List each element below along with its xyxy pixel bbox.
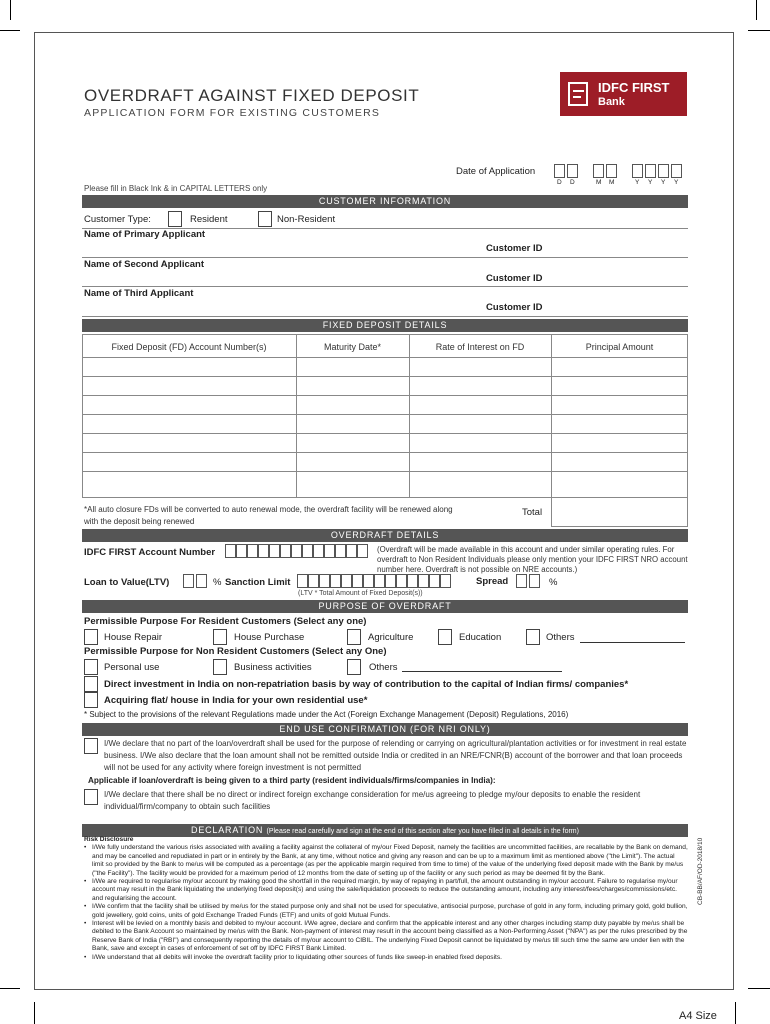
date-box[interactable] [632,164,643,178]
crop-mark [748,988,770,989]
business-checkbox[interactable] [213,659,227,675]
sanction-digit-box[interactable] [308,574,319,588]
business-label: Business activities [234,662,312,673]
date-hint: M [596,179,602,186]
house-repair-checkbox[interactable] [84,629,98,645]
logo-text: IDFC FIRST [598,80,670,95]
account-digit-box[interactable] [291,544,302,558]
second-applicant-label: Name of Second Applicant [84,259,204,270]
date-box[interactable] [593,164,604,178]
spread-percent: % [549,577,558,588]
section-fd-details: FIXED DEPOSIT DETAILS [82,319,688,332]
house-repair-label: House Repair [104,632,163,643]
fd-table-divider [409,334,410,498]
spread-box[interactable] [516,574,527,588]
non-resident-checkbox[interactable] [258,211,272,227]
others-label: Others [546,632,575,643]
date-hint: D [557,179,562,186]
account-digit-box[interactable] [335,544,346,558]
crop-mark [10,0,11,20]
non-resident-label: Non-Resident [277,214,336,225]
spread-label: Spread [476,576,509,587]
fd-table [82,334,688,498]
others-nonresident-input-line[interactable] [402,671,562,672]
declaration-note: (Please read carefully and sign at the end of this section after you have filled in all details in the form) [266,828,579,835]
education-checkbox[interactable] [438,629,452,645]
fd-column-header: Fixed Deposit (FD) Account Number(s) [111,342,267,352]
paper-size-label: A4 Size [679,1010,717,1022]
section-purpose: PURPOSE OF OVERDRAFT [82,600,688,613]
fd-column-header: Maturity Date* [323,342,382,352]
others-input-line[interactable] [580,642,685,643]
date-box[interactable] [645,164,656,178]
third-party-declaration: I/We declare that there shall be no direct or indirect foreign exchange consideration for me/us agreeing to pledge my/our deposits to enable the resident individual/firm/company to obtain such facilities [104,790,641,811]
end-use-declaration: I/We declare that no part of the loan/overdraft shall be used for the purpose of relending or carrying on agricultural/plantation activities or for investment in real estate business. I/We also declare that the loan amount shall not be remitted outside India or credited in an NRE/FCNR(B) account of the borrower and that loan proceeds will not be used for any activity where foreign investment is not permitted [104,739,687,772]
crop-mark [748,30,770,31]
risk-item: • I/We understand that all debits will invoke the overdraft facility prior to liquidating other sources of funds like sweep-in enabled fixed deposits. [84,954,688,962]
date-hint: Y [648,179,653,186]
crop-mark [34,1002,35,1024]
account-digit-box[interactable] [269,544,280,558]
account-digit-box[interactable] [324,544,335,558]
others-nonresident-checkbox[interactable] [347,659,361,675]
account-number-label: IDFC FIRST Account Number [84,547,216,558]
logo-text-bank: Bank [598,96,625,108]
sanction-limit-input[interactable] [297,574,467,589]
fd-total-label: Total [522,507,543,518]
account-number-note: (Overdraft will be made available in this account and under similar operating rules. For overdraft to Non Resident Individuals please only mention your IDFC FIRST NRO account number here. Overdraft is not possible on NRE accounts.) [377,545,688,574]
spread-box[interactable] [529,574,540,588]
sanction-digit-box[interactable] [374,574,385,588]
ltv-percent: % [213,577,222,588]
personal-use-checkbox[interactable] [84,659,98,675]
sanction-digit-box[interactable] [319,574,330,588]
second-applicant-field[interactable] [82,286,688,287]
resident-checkbox[interactable] [168,211,182,227]
logo-mark-icon [568,82,588,106]
sanction-digit-box[interactable] [396,574,407,588]
account-digit-box[interactable] [247,544,258,558]
sanction-digit-box[interactable] [429,574,440,588]
crop-mark [735,1002,736,1024]
primary-applicant-field[interactable] [82,257,688,258]
personal-use-label: Personal use [104,662,160,673]
date-box[interactable] [606,164,617,178]
primary-applicant-label: Name of Primary Applicant [84,229,206,240]
fd-column-header: Principal Amount [585,342,654,352]
resident-purpose-heading: Permissible Purpose For Resident Customers (Select any one) [84,616,367,627]
third-applicant-field[interactable] [82,316,688,317]
crop-mark [756,0,757,20]
risk-item: • I/We fully understand the various risks associated with availing a facility against the collateral of my/our Fixed Deposit, namely the facilities are uncommitted facilities, are recallable by the Bank on demand, and may be cancelled and repudiated in part or in entirely by the Bank, at any time, without notice and giving any reason and can be up to a maximum limit as mentioned above ("the Limit"). The actual limit so provided by the Bank to me/us will be computed as a percentage (as per the applicable margin required from time to time) of the value of the underlying fixed deposit made with the Bank by me/us ("the Facility"). The facility would be provided for a maximum period of 12 months from the date of setting up of the facility or any such period as may be deemed fit by the Bank. [84,844,688,878]
sanction-digit-box[interactable] [407,574,418,588]
section-overdraft-details: OVERDRAFT DETAILS [82,529,688,542]
fd-table-row[interactable] [82,471,688,472]
acquiring-flat-checkbox[interactable] [84,692,98,708]
agriculture-checkbox[interactable] [347,629,361,645]
fd-table-divider [551,334,552,526]
acquiring-flat-label: Acquiring flat/ house in India for your own residential use* [104,695,368,706]
date-hint: Y [635,179,640,186]
others-checkbox[interactable] [526,629,540,645]
fd-table-row[interactable] [82,357,688,358]
house-purchase-label: House Purchase [234,632,305,643]
agriculture-label: Agriculture [368,632,414,643]
risk-disclosure [84,836,688,962]
date-hint: Y [674,179,679,186]
sanction-digit-box[interactable] [330,574,341,588]
sanction-digit-box[interactable] [440,574,451,588]
fd-note: *All auto closure FDs will be converted to auto renewal mode, the overdraft facility will be renewed along with the deposit being renewed [84,505,453,526]
date-label: Date of Application [456,166,536,177]
education-label: Education [459,632,502,643]
sanction-digit-box[interactable] [352,574,363,588]
declaration-title: DECLARATION [191,825,264,835]
date-hint: D [570,179,575,186]
ltv-box[interactable] [196,574,207,588]
resident-label: Resident [190,214,228,225]
end-use-checkbox[interactable] [84,738,98,754]
section-end-use: END USE CONFIRMATION (FOR NRI ONLY) [82,723,688,736]
direct-investment-label: Direct investment in India on non-repatriation basis by way of contribution to the capital of Indian firms/ companies* [104,679,629,690]
fd-table-row[interactable] [82,452,688,453]
sanction-digit-box[interactable] [341,574,352,588]
risk-title: Risk Disclosure [84,836,134,843]
account-digit-box[interactable] [225,544,236,558]
account-digit-box[interactable] [346,544,357,558]
risk-item: • I/We confirm that the facility shall be utilised by me/us for the stated purpose only and shall not be used for speculative, antisocial purpose, purchase of gold in any form, including primary gold, gold bullion, gold jewellery, gold coins, units of gold Exchange Traded Funds (ETF) and units of gold Mutual Funds. [84,903,688,920]
ltv-note: (LTV * Total Amount of Fixed Deposit(s)) [298,590,423,597]
section-customer-information: CUSTOMER INFORMATION [82,195,688,208]
customer-type-label: Customer Type: [84,214,151,225]
fd-table-row[interactable] [82,395,688,396]
date-hint: Y [661,179,666,186]
customer-id-label: Customer ID [486,243,543,254]
sanction-digit-box[interactable] [418,574,429,588]
third-party-heading: Applicable if loan/overdraft is being given to a third party (resident individuals/firms/companies in India): [88,776,496,785]
subject-note: * Subject to the provisions of the relevant Regulations made under the Act (Foreign Exchange Management (Deposit) Regulations, 2016) [84,710,569,719]
date-box[interactable] [658,164,669,178]
account-digit-box[interactable] [258,544,269,558]
third-applicant-label: Name of Third Applicant [84,288,194,299]
nonresident-purpose-heading: Permissible Purpose for Non Resident Customers (Select any One) [84,646,387,657]
third-party-checkbox[interactable] [84,789,98,805]
fd-column-header: Rate of Interest on FD [435,342,525,352]
fd-table-border [687,498,688,526]
others-nonresident-label: Others [369,662,398,673]
customer-id-label: Customer ID [486,302,543,313]
ltv-label: Loan to Value(LTV) [84,577,170,588]
account-number-input[interactable] [225,544,372,559]
form-subtitle: APPLICATION FORM FOR EXISTING CUSTOMERS [84,107,381,119]
fd-table-row[interactable] [82,414,688,415]
fd-table-row[interactable] [82,376,688,377]
date-box[interactable] [567,164,578,178]
account-digit-box[interactable] [280,544,291,558]
sanction-digit-box[interactable] [385,574,396,588]
account-digit-box[interactable] [302,544,313,558]
risk-item: • I/We are required to regularise my/our account by making good the shortfall in the required margin, by way of repaying in part/full, the amount outstanding in my/our account. Failure to regularise my/our account may result in the Bank liquidating the underlying fixed deposit(s) and using the sale/liquidation proceeds to reduce the outstanding amount, including any interest/fees/charges/commissions/etc. and regularising the account. [84,878,688,903]
risk-item: • Interest will be levied on a monthly basis and debited to my/our account. I/We agree, declare and confirm that the applicable interest and any other charges including stamp duty payable by me/us shall be debited to the Bank Account so maintained by me/us with the Bank. Non-payment of interest may result in the account being classified as a Non-Performing Asset ("NPA") as per the rules prescribed by the Reserve Bank of India ("RBI") and consequently reporting the details of my/our account to CIBIL. The underlying Fixed Deposit cannot be liquidated by me/us till such time the same are under lien with the Bank, save and except in cases of enforcement of set off by IDFC FIRST Bank Limited. [84,920,688,954]
instruction-text: Please fill in Black Ink & in CAPITAL LETTERS only [84,184,268,193]
ltv-box[interactable] [183,574,194,588]
date-box[interactable] [554,164,565,178]
form-title: OVERDRAFT AGAINST FIXED DEPOSIT [84,86,420,105]
customer-id-label: Customer ID [486,273,543,284]
fd-table-row[interactable] [82,433,688,434]
date-box[interactable] [671,164,682,178]
account-digit-box[interactable] [236,544,247,558]
fd-table-border [551,526,688,527]
sanction-digit-box[interactable] [297,574,308,588]
direct-investment-checkbox[interactable] [84,676,98,692]
date-hint: M [609,179,615,186]
house-purchase-checkbox[interactable] [213,629,227,645]
crop-mark [0,30,20,31]
crop-mark [0,988,20,989]
fd-table-divider [296,334,297,498]
sanction-digit-box[interactable] [363,574,374,588]
form-code: CB-BB/AF/OD-2018/10 [697,837,704,905]
sanction-limit-label: Sanction Limit [225,577,291,588]
account-digit-box[interactable] [313,544,324,558]
account-digit-box[interactable] [357,544,368,558]
bank-logo [560,72,687,116]
